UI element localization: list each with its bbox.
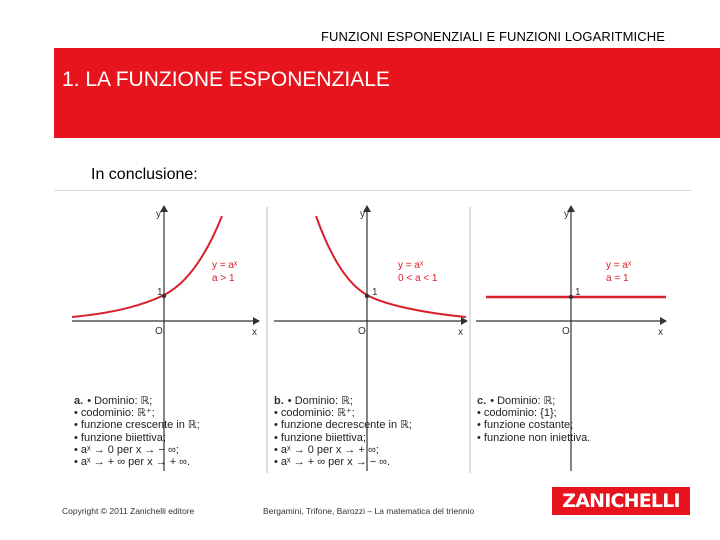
formula-label: y = aˣ [398,260,424,271]
origin-label: O [562,326,570,337]
origin-label: O [358,326,366,337]
exponential-curve [316,216,466,317]
y-axis-label: y [156,209,161,220]
list-item-text: • aˣ → 0 per x → + ∞; [274,443,379,456]
list-item [74,432,200,444]
x-axis-label: x [458,327,463,338]
y-axis-label: y [564,209,569,220]
list-tag: b. [274,395,284,407]
list-item [477,432,590,444]
intercept-label: 1 [372,287,378,298]
list-item-text: • funzione non iniettiva. [477,431,591,444]
list-item [274,432,412,444]
condition-label: a > 1 [212,273,235,284]
exponential-curve [72,216,222,317]
list-item-text: • Dominio: ℝ; [287,395,353,407]
intercept-point [365,294,369,298]
list-item-text: • Dominio: ℝ; [490,395,556,407]
copyright-text: Copyright © 2011 Zanichelli editore [62,506,195,516]
formula-label: y = aˣ [212,260,238,271]
list-item-text: • codominio: ℝ⁺; [274,407,355,420]
list-item [274,419,412,431]
list-item-text: • aˣ → 0 per x → − ∞; [74,443,179,456]
list-item-text: • aˣ → + ∞ per x → + ∞. [74,456,191,469]
list-item [74,419,200,431]
authors-text: Bergamini, Trifone, Barozzi – La matematica del triennio [263,506,475,516]
section-title: FUNZIONI ESPONENZIALI E FUNZIONI LOGARITMICHE [321,29,665,44]
intercept-label: 1 [575,287,581,298]
title-banner [54,48,720,138]
formula-label: y = aˣ [606,260,632,271]
list-item [74,456,200,468]
intercept-point [569,295,573,299]
properties-list-a [74,395,200,468]
publisher-logo: ZANICHELLI [552,487,690,515]
list-item [74,444,200,456]
list-item [477,395,590,407]
list-item [477,407,590,419]
intercept-label: 1 [157,287,163,298]
list-tag: a. [74,395,84,407]
list-item [274,395,412,407]
origin-label: O [155,326,163,337]
list-item-text: • funzione costante; [477,419,574,432]
list-item-text: • codominio: ℝ⁺; [74,407,155,420]
list-item-text: • funzione biiettiva; [74,431,166,444]
slide-title: 1. LA FUNZIONE ESPONENZIALE [62,68,390,91]
list-item-text: • aˣ → + ∞ per x → − ∞. [274,456,391,469]
list-item-text: • codominio: {1}; [477,407,557,420]
list-item [74,395,200,407]
properties-list-c [477,395,590,444]
x-axis-label: x [658,327,663,338]
exponential-functions-figure [54,190,692,483]
list-item-text: • funzione crescente in ℝ; [74,419,200,432]
properties-list-b [274,395,412,468]
list-item-text: • funzione decrescente in ℝ; [274,419,412,432]
list-item [477,419,590,431]
x-axis-label: x [252,327,257,338]
condition-label: 0 < a < 1 [398,273,438,284]
list-item-text: • funzione biiettiva; [274,431,366,444]
condition-label: a = 1 [606,273,629,284]
list-item [274,456,412,468]
y-axis-label: y [360,209,365,220]
list-item [74,407,200,419]
list-tag: c. [477,395,487,407]
list-item [274,444,412,456]
list-item [274,407,412,419]
list-item-text: • Dominio: ℝ; [87,395,153,407]
intro-text: In conclusione: [91,166,198,183]
